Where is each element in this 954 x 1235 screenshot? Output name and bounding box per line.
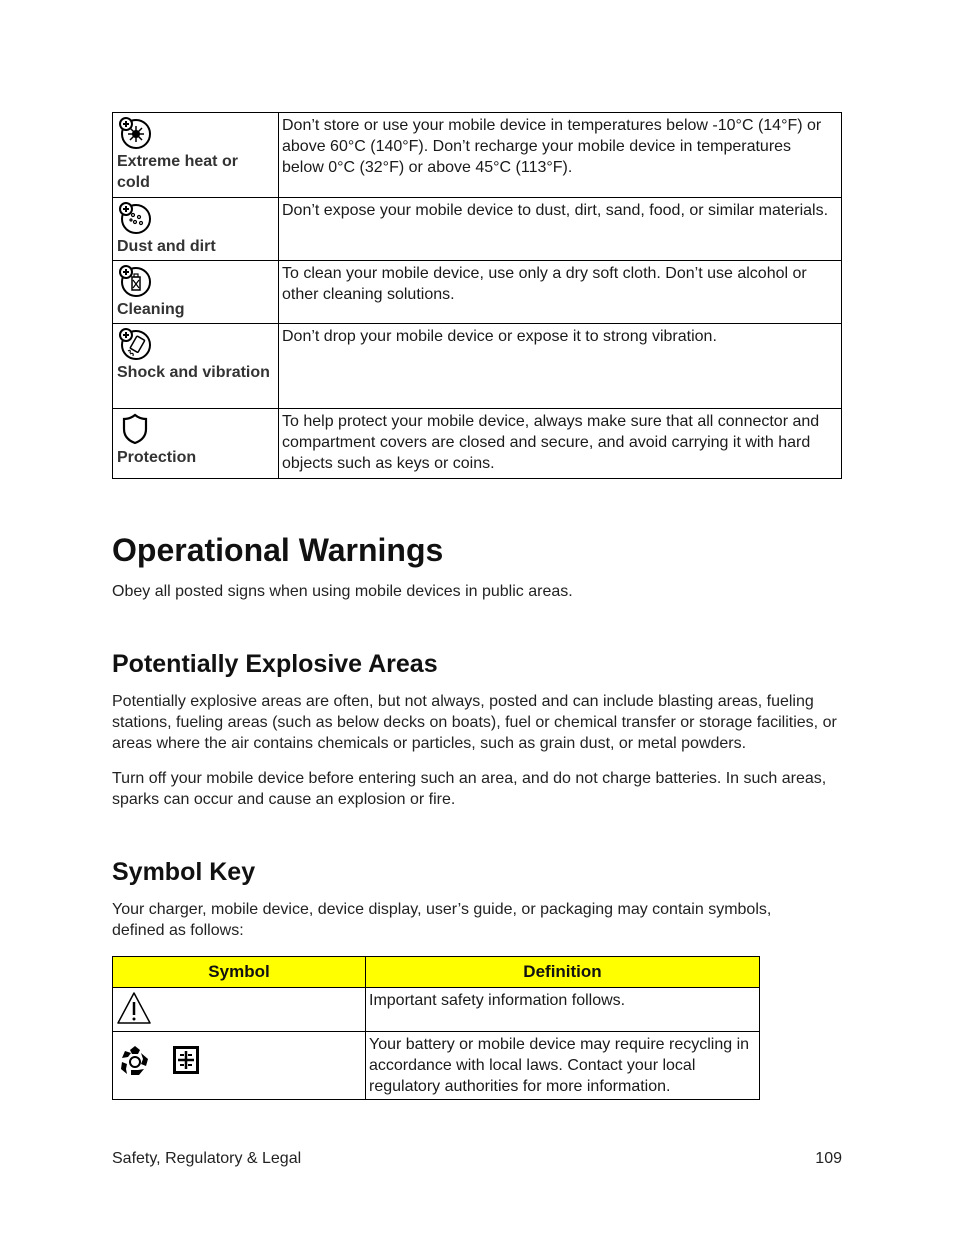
explosive-paragraph-1: Potentially explosive areas are often, but not always, posted and can include blasting areas, fueling stations, fueling areas (such as below decks on boats), fuel or chemical transfer or storage facilities, or areas where the air contains chemicals or particles, such as grain dust, or metal powders.: [112, 693, 837, 752]
extreme-heat-icon: [118, 116, 152, 150]
care-row: [113, 198, 842, 261]
care-table: [112, 112, 842, 479]
footer-section: Safety, Regulatory & Legal: [112, 1150, 302, 1167]
care-description: To clean your mobile device, use only a dry soft cloth. Don’t use alcohol or other cleaning solutions.: [279, 261, 842, 324]
recycle-icon: [117, 1044, 153, 1078]
care-row: [113, 113, 842, 198]
operational-warnings-heading: Operational Warnings: [112, 532, 444, 568]
care-row: [113, 409, 842, 479]
care-row: [113, 261, 842, 324]
shock-icon: [118, 327, 152, 361]
footer-page-number: 109: [815, 1150, 842, 1167]
care-row: [113, 324, 842, 409]
care-description: To help protect your mobile device, always make sure that all connector and compartment covers are closed and secure, and avoid carrying it with hard objects such as keys or coins.: [279, 409, 842, 479]
care-label: Dust and dirt: [117, 238, 216, 255]
battery-recycle-icon: [171, 1044, 201, 1076]
symbol-row: [113, 1032, 760, 1100]
symbol-table: [112, 956, 760, 1100]
dust-icon: [118, 201, 152, 235]
care-description: Don’t drop your mobile device or expose it to strong vibration.: [279, 324, 842, 409]
symbol-definition: Important safety information follows.: [366, 988, 760, 1032]
symbol-table-header: [113, 957, 760, 988]
symbol-column-header: Symbol: [113, 957, 366, 988]
warning-triangle-icon: [116, 991, 152, 1025]
symbol-key-heading: Symbol Key: [112, 858, 256, 886]
care-label: Extreme heat or cold: [117, 153, 238, 191]
explosive-paragraph-2: Turn off your mobile device before entering such an area, and do not charge batteries. In such areas, sparks can occur and cause an explosion or fire.: [112, 770, 827, 808]
symbol-definition: Your battery or mobile device may require recycling in accordance with local laws. Contact your local regulatory authorities for more information.: [366, 1032, 760, 1100]
care-label: Protection: [117, 449, 197, 466]
care-label: Shock and vibration: [117, 364, 270, 381]
symbol-key-intro: Your charger, mobile device, device display, user’s guide, or packaging may contain symbols, defined as follows:: [112, 901, 772, 939]
care-label: Cleaning: [117, 301, 185, 318]
operational-intro: Obey all posted signs when using mobile devices in public areas.: [112, 583, 573, 600]
symbol-row: [113, 988, 760, 1032]
shield-icon: [118, 412, 152, 446]
explosive-areas-heading: Potentially Explosive Areas: [112, 650, 438, 678]
definition-column-header: Definition: [366, 957, 760, 988]
cleaning-icon: [118, 264, 152, 298]
care-description: Don’t store or use your mobile device in temperatures below -10°C (14°F) or above 60°C (140°F). Don’t recharge your mobile device in temperatures below 0°C (32°F) or above 45°C (113°F).: [279, 113, 842, 198]
care-description: Don’t expose your mobile device to dust, dirt, sand, food, or similar materials.: [279, 198, 842, 261]
